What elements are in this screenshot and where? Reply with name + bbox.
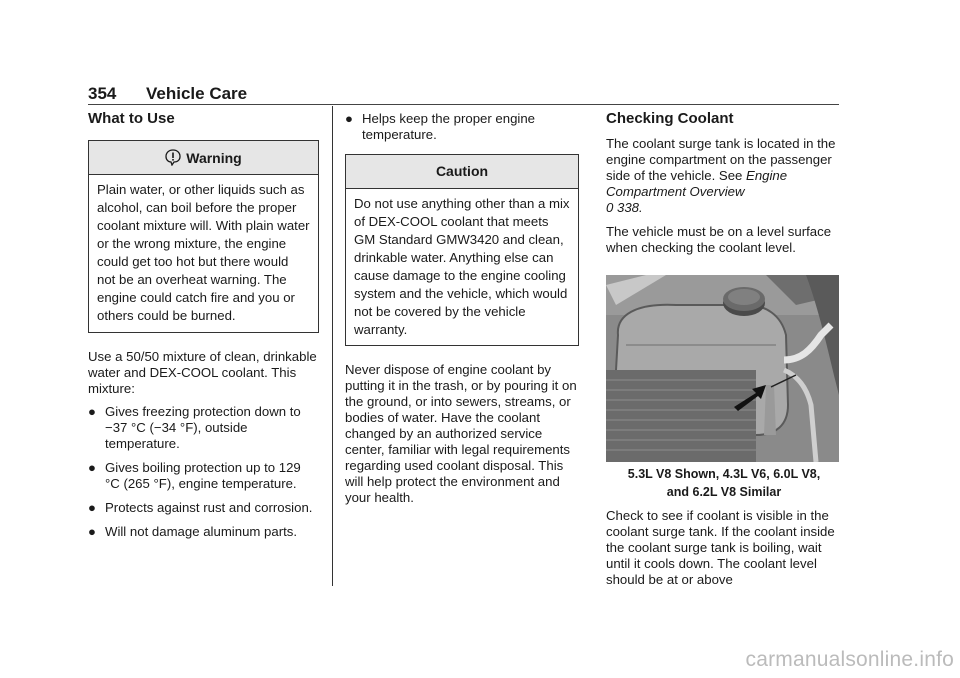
list-item: ● Will not damage aluminum parts. bbox=[88, 524, 298, 539]
caution-body: Do not use anything other than a mix of DEX-COOL coolant that meets GM Standard GMW3420 and clean, drinkable water. Anything else can cause damage to the engine cooling system and the vehicle, which would not be covered by the vehicle warranty. bbox=[354, 196, 570, 337]
list-item: ● Gives boiling protection up to 129 °C (265 °F), engine temperature. bbox=[88, 460, 301, 491]
column-3 bbox=[606, 110, 842, 256]
caution-box bbox=[345, 154, 579, 346]
caution-title: Caution bbox=[346, 155, 578, 189]
check-paragraph: Check to see if coolant is visible in the coolant surge tank. If the coolant inside the coolant surge tank is boiling, wait until it cools down. The coolant level should be at or above bbox=[606, 508, 835, 587]
page-title: Vehicle Care bbox=[146, 84, 248, 103]
warning-body: Plain water, or other liquids such as alcohol, can boil before the proper coolant mixture will. With plain water or the wrong mixture, the engine could get too hot but there would not be an overheat warning. The engine could catch fire and you or others could be burned. bbox=[97, 182, 310, 323]
column-1 bbox=[88, 110, 319, 540]
bullet-icon: ● bbox=[345, 111, 353, 126]
mixture-paragraph: Use a 50/50 mixture of clean, drinkable water and DEX-COOL coolant. This mixture: bbox=[88, 349, 317, 396]
bullet-icon: ● bbox=[88, 404, 96, 419]
coolant-tank-photo bbox=[606, 275, 839, 462]
engine-compartment-image bbox=[606, 275, 839, 462]
bullet-icon: ● bbox=[88, 460, 96, 475]
warning-title: Warning bbox=[186, 149, 242, 166]
caption-line-1: 5.3L V8 Shown, 4.3L V6, 6.0L V8, bbox=[627, 467, 821, 481]
section-heading: Checking Coolant bbox=[606, 110, 734, 127]
bullet-icon: ● bbox=[88, 500, 96, 515]
column-2 bbox=[345, 111, 579, 506]
disposal-paragraph: Never dispose of engine coolant by putting it in the trash, or by pouring it on the ground, or into sewers, streams, or bodies of water. Have the coolant changed by an authorized service center, familiar with legal requirements regarding used coolant disposal. This will help protect the environment and your health. bbox=[345, 362, 577, 505]
page-number: 354 bbox=[88, 84, 117, 103]
page-ref-icon: 0 bbox=[606, 200, 614, 215]
mixture-bullet-list bbox=[88, 404, 319, 540]
header-divider bbox=[88, 104, 839, 105]
photo-caption bbox=[606, 465, 842, 501]
list-item: ● Helps keep the proper engine temperature. bbox=[345, 111, 536, 142]
section-heading: What to Use bbox=[88, 110, 175, 127]
warning-box bbox=[88, 140, 319, 333]
list-item: ● Gives freezing protection down to −37 °C (−34 °F), outside temperature. bbox=[88, 404, 301, 451]
column-divider bbox=[332, 106, 333, 586]
cross-reference-link[interactable]: Engine Compartment Overview bbox=[606, 168, 788, 199]
warning-icon bbox=[165, 149, 181, 166]
caption-line-2: and 6.2L V8 Similar bbox=[666, 485, 782, 499]
bullet-icon: ● bbox=[88, 524, 96, 539]
level-paragraph: The vehicle must be on a level surface when checking the coolant level. bbox=[606, 224, 832, 255]
page-reference[interactable]: 338. bbox=[617, 200, 643, 215]
list-item: ● Protects against rust and corrosion. bbox=[88, 500, 313, 515]
warning-header bbox=[89, 141, 318, 175]
intro-paragraph: The coolant surge tank is located in the engine compartment on the passenger side of the vehicle. See Engine Compartment Overview 0 338. bbox=[606, 136, 836, 215]
watermark-text: carmanualsonline.info bbox=[745, 648, 954, 671]
